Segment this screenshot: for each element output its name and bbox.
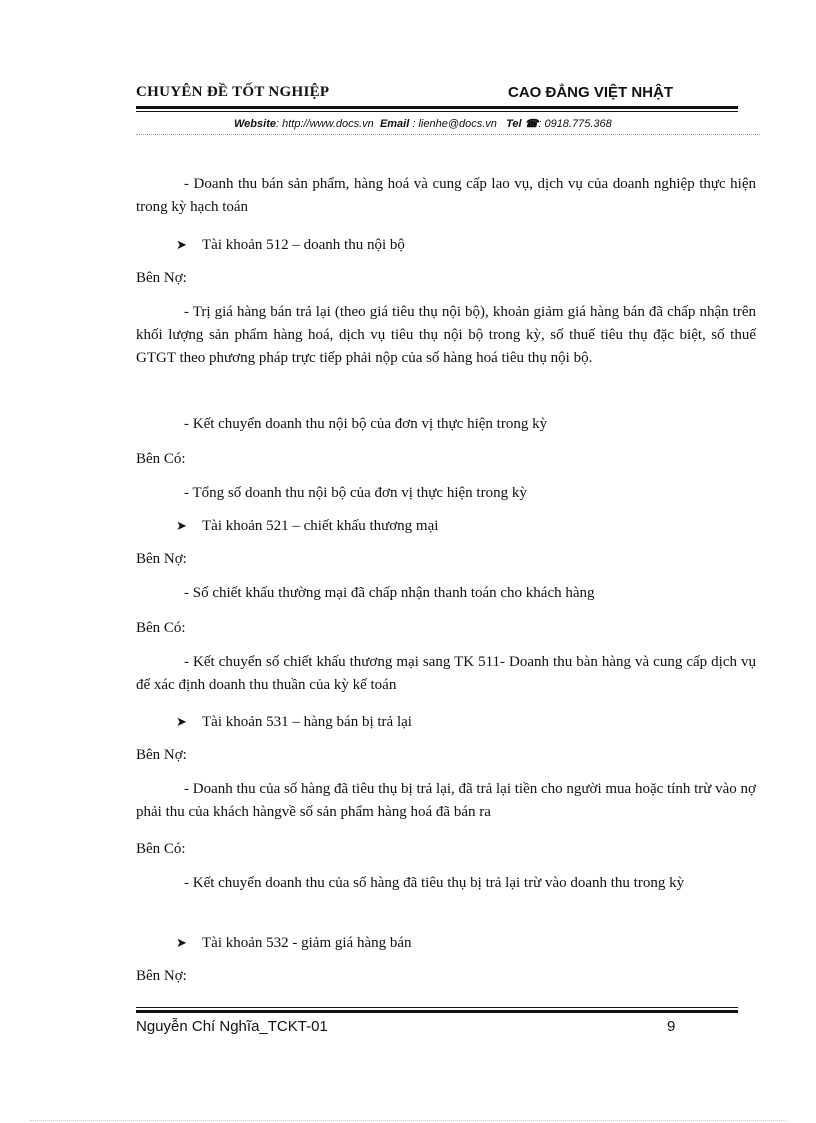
page-bottom-dotted-edge	[30, 1120, 786, 1121]
account-531-heading	[176, 710, 412, 734]
footer-rule-thin	[136, 1007, 738, 1008]
paragraph-1: - Doanh thu bán sản phẩm, hàng hoá và cung cấp lao vụ, dịch vụ của doanh nghiệp thực hiện trong kỳ hạch toán	[136, 176, 756, 215]
credit-label-3: Bên Có:	[136, 841, 186, 857]
arrow-bullet-icon: ➤	[176, 237, 187, 252]
paragraph-2: - Trị giá hàng bán trả lại (theo giá tiêu thụ nội bộ), khoản giảm giá hàng bán đã chấp nhận trên khối lượng sản phẩm hàng hoá, dịch vụ tiêu thụ nội bộ trong kỳ, số thuế tiêu thụ đặc biệt, số thuế GTGT theo phương pháp trực tiếp phải nộp của số hàng hoá tiêu thụ nội bộ.	[136, 304, 756, 366]
header-rule-thick	[136, 106, 738, 109]
paragraph-6: - Kết chuyển số chiết khấu thương mại sang TK 511- Doanh thu bàn hàng và cung cấp dịch vụ để xác định doanh thu thuần của kỳ kế toán	[136, 654, 756, 693]
debit-label-4: Bên Nợ:	[136, 968, 187, 984]
account-521-heading	[176, 514, 438, 538]
website-label: Website	[234, 118, 276, 130]
website-value: : http://www.docs.vn	[275, 118, 374, 130]
paragraph-3: - Kết chuyển doanh thu nội bộ của đơn vị thực hiện trong kỳ	[184, 416, 548, 432]
paragraph-8: - Kết chuyển doanh thu của số hàng đã tiêu thụ bị trả lại trừ vào doanh thu trong kỳ	[184, 875, 685, 891]
header-contact-line	[234, 117, 612, 130]
credit-label-2: Bên Có:	[136, 620, 186, 636]
debit-label-3: Bên Nợ:	[136, 747, 187, 763]
credit-label-1: Bên Có:	[136, 451, 186, 467]
tel-label: Tel	[506, 118, 522, 130]
arrow-bullet-icon: ➤	[176, 935, 187, 950]
paragraph-7: - Doanh thu của số hàng đã tiêu thụ bị trả lại, đã trả lại tiền cho người mua hoặc tính trừ vào nợ phải thu của khách hàngvề số sản phẩm hàng hoá đã bán ra	[136, 781, 756, 820]
account-532-text: Tài khoản 532 - giảm giá hàng bán	[202, 935, 412, 951]
header-right-title: CAO ĐẲNG VIỆT NHẬT	[508, 84, 673, 101]
account-512-text: Tài khoản 512 – doanh thu nội bộ	[202, 237, 405, 253]
header-dotted-divider	[136, 134, 760, 135]
debit-label-2: Bên Nợ:	[136, 551, 187, 567]
page-number: 9	[667, 1018, 676, 1035]
account-512-heading	[176, 233, 405, 257]
arrow-bullet-icon: ➤	[176, 714, 187, 729]
header-left-title: CHUYÊN ĐỀ TỐT NGHIỆP	[136, 84, 330, 100]
email-value: : lienhe@docs.vn	[409, 118, 497, 130]
debit-label-1: Bên Nợ:	[136, 270, 187, 286]
account-531-text: Tài khoản 531 – hàng bán bị trả lại	[202, 714, 412, 730]
footer-rule-thick	[136, 1010, 738, 1013]
account-521-text: Tài khoản 521 – chiết khấu thương mại	[202, 518, 439, 534]
phone-icon: ☎	[524, 118, 539, 130]
account-532-heading	[176, 931, 412, 955]
email-label: Email	[379, 118, 410, 130]
arrow-bullet-icon: ➤	[176, 518, 187, 533]
header-rule-thin	[136, 111, 738, 112]
footer-author: Nguyễn Chí Nghĩa_TCKT-01	[136, 1018, 328, 1035]
tel-value: : 0918.775.368	[538, 118, 612, 130]
paragraph-5: - Số chiết khấu thường mại đã chấp nhận thanh toán cho khách hàng	[184, 585, 595, 601]
paragraph-4: - Tổng số doanh thu nội bộ của đơn vị thực hiện trong kỳ	[184, 485, 527, 501]
